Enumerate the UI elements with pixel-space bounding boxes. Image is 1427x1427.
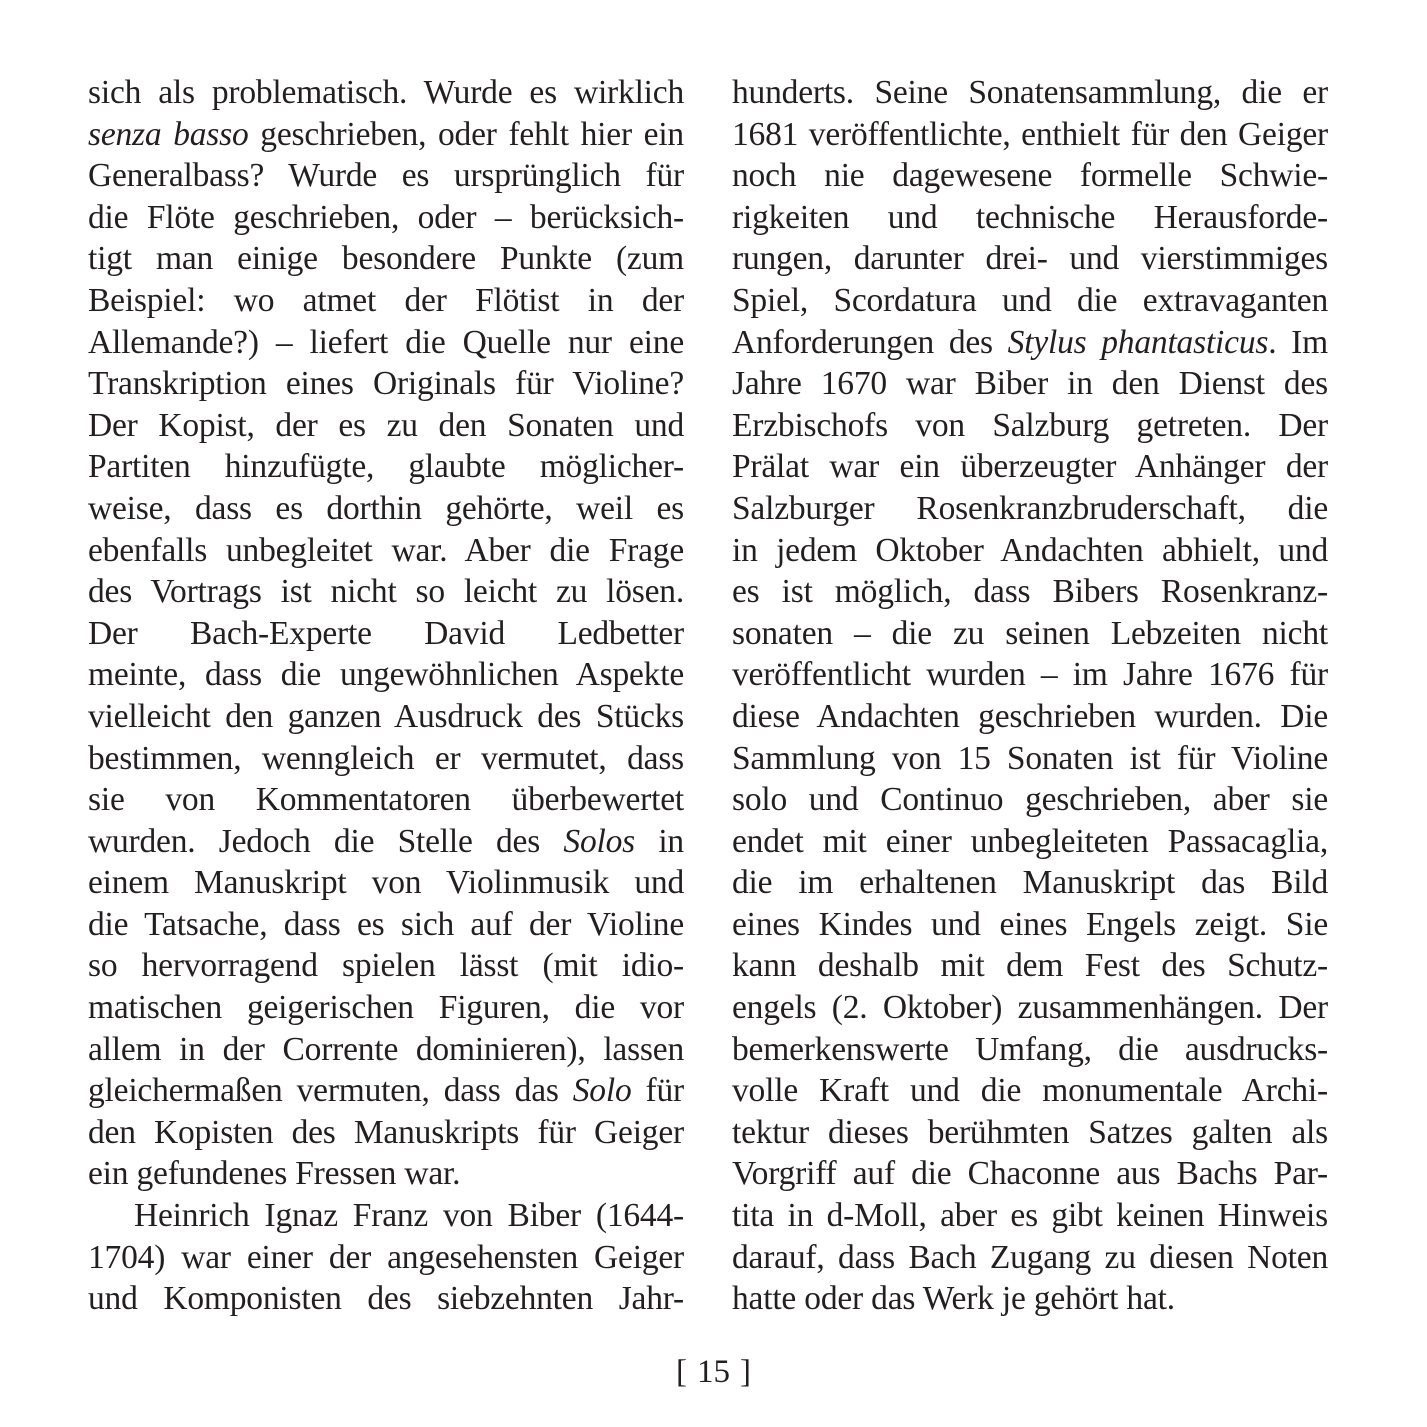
text-line: Allemande?) – liefert die Quelle nur eine [88,323,684,361]
text-fragment: . Im [1268,323,1328,361]
text-line: so hervorragend spielen lässt (mit idio- [88,947,684,985]
paragraph-start-line: Heinrich Ignaz Franz von Biber (1644- [134,1197,684,1235]
text-line: weise, dass es dorthin gehörte, weil es [88,489,684,527]
text-line: Beispiel: wo atmet der Flötist in der [88,281,684,319]
text-line [732,322,1328,364]
text-line: den Kopisten des Manuskripts für Geiger [88,1113,684,1151]
text-line: Jahre 1670 war Biber in den Dienst des [732,365,1328,403]
text-line: einem Manuskript von Violinmusik und [88,864,684,902]
text-line: vielleicht den ganzen Ausdruck des Stücks [88,697,684,735]
text-line: die im erhaltenen Manuskript das Bild [732,864,1328,902]
text-line: kann deshalb mit dem Fest des Schutz- [732,947,1328,985]
italic-term: Solo [572,1072,632,1110]
right-column [732,72,1328,1320]
text-line: Transkription eines Originals für Violine? [88,365,684,403]
text-line: noch nie dagewesene formelle Schwie- [732,157,1328,195]
paragraph-end-line: ein gefundenes Fressen war. [88,1155,461,1193]
text-line: Vorgriff auf die Chaconne aus Bachs Par- [732,1155,1328,1193]
text-line: matischen geigerischen Figuren, die vor [88,989,684,1027]
text-line: Prälat war ein überzeugter Anhänger der [732,448,1328,486]
text-line: hunderts. Seine Sonatensammlung, die er [732,74,1328,111]
text-line [88,1070,684,1112]
text-line: endet mit einer unbegleiteten Passacaglia, [732,822,1328,860]
text-line: die Flöte geschrieben, oder – berücksich- [88,198,684,236]
text-fragment: geschrieben, oder fehlt hier ein [248,115,684,153]
italic-term: Solos [563,822,635,860]
page-number-value: 15 [697,1354,730,1390]
folio-bracket-close: ] [740,1354,751,1390]
text-line: Erzbischofs von Salzburg getreten. Der [732,406,1328,444]
text-line: veröffentlicht wurden – im Jahre 1676 für [732,656,1328,694]
text-line [88,821,684,863]
text-line: Partiten hinzufügte, glaubte möglicher- [88,448,684,486]
text-line: 1704) war einer der angesehensten Geiger [88,1238,684,1276]
text-fragment: gleichermaßen vermuten, dass das [88,1072,573,1110]
text-line [88,114,684,156]
text-line: meinte, dass die ungewöhnlichen Aspekte [88,656,684,694]
page-number [0,1352,1427,1392]
left-column [88,72,684,1320]
text-line: sonaten – die zu seinen Lebzeiten nicht [732,614,1328,652]
text-line: solo und Continuo geschrieben, aber sie [732,781,1328,819]
text-fragment: für [631,1072,684,1110]
text-line: 1681 veröffentlichte, enthielt für den Geiger [732,115,1328,153]
text-line: des Vortrags ist nicht so leicht zu lösen. [88,573,684,611]
text-line: Der Kopist, der es zu den Sonaten und [88,406,684,444]
text-line: rigkeiten und technische Herausforde- [732,198,1328,236]
text-fragment: wurden. Jedoch die Stelle des [88,822,564,860]
folio-bracket-open: [ [676,1354,687,1390]
text-fragment: Anforderungen des [732,323,1008,361]
text-line: ebenfalls unbegleitet war. Aber die Frage [88,531,684,569]
italic-term: Stylus phantasticus [1007,323,1269,361]
text-line: Spiel, Scordatura und die extravaganten [732,281,1328,319]
text-line: Sammlung von 15 Sonaten ist für Violine [732,739,1328,777]
text-line: rungen, darunter drei- und vierstimmiges [732,240,1328,278]
text-line: tita in d-Moll, aber es gibt keinen Hinweis [732,1197,1328,1235]
text-line: bemerkenswerte Umfang, die ausdrucks- [732,1030,1328,1068]
text-line: sie von Kommentatoren überbewertet [88,781,684,819]
text-line: engels (2. Oktober) zusammenhängen. Der [732,989,1328,1027]
text-line: diese Andachten geschrieben wurden. Die [732,697,1328,735]
text-line: und Komponisten des siebzehnten Jahr- [88,1280,684,1318]
paragraph-end-line: hatte oder das Werk je gehört hat. [732,1280,1175,1318]
text-line: allem in der Corrente dominieren), lassen [88,1030,684,1068]
text-line: in jedem Oktober Andachten abhielt, und [732,531,1328,569]
text-line: volle Kraft und die monumentale Archi- [732,1072,1328,1110]
text-line: bestimmen, wenngleich er vermutet, dass [88,739,684,777]
text-line: tigt man einige besondere Punkte (zum [88,240,684,278]
text-line: Der Bach-Experte David Ledbetter [88,614,684,652]
text-line: Generalbass? Wurde es ursprünglich für [88,157,684,195]
text-line: sich als problematisch. Wurde es wirklich [88,74,684,111]
text-line: die Tatsache, dass es sich auf der Violine [88,905,684,943]
text-line: es ist möglich, dass Bibers Rosenkranz- [732,573,1328,611]
text-fragment: in [635,822,684,860]
text-line: eines Kindes und eines Engels zeigt. Sie [732,905,1328,943]
italic-term: senza basso [88,115,249,153]
text-line: Salzburger Rosenkranzbruderschaft, die [732,489,1328,527]
text-line: darauf, dass Bach Zugang zu diesen Noten [732,1238,1328,1276]
text-line: tektur dieses berühmten Satzes galten als [732,1113,1328,1151]
